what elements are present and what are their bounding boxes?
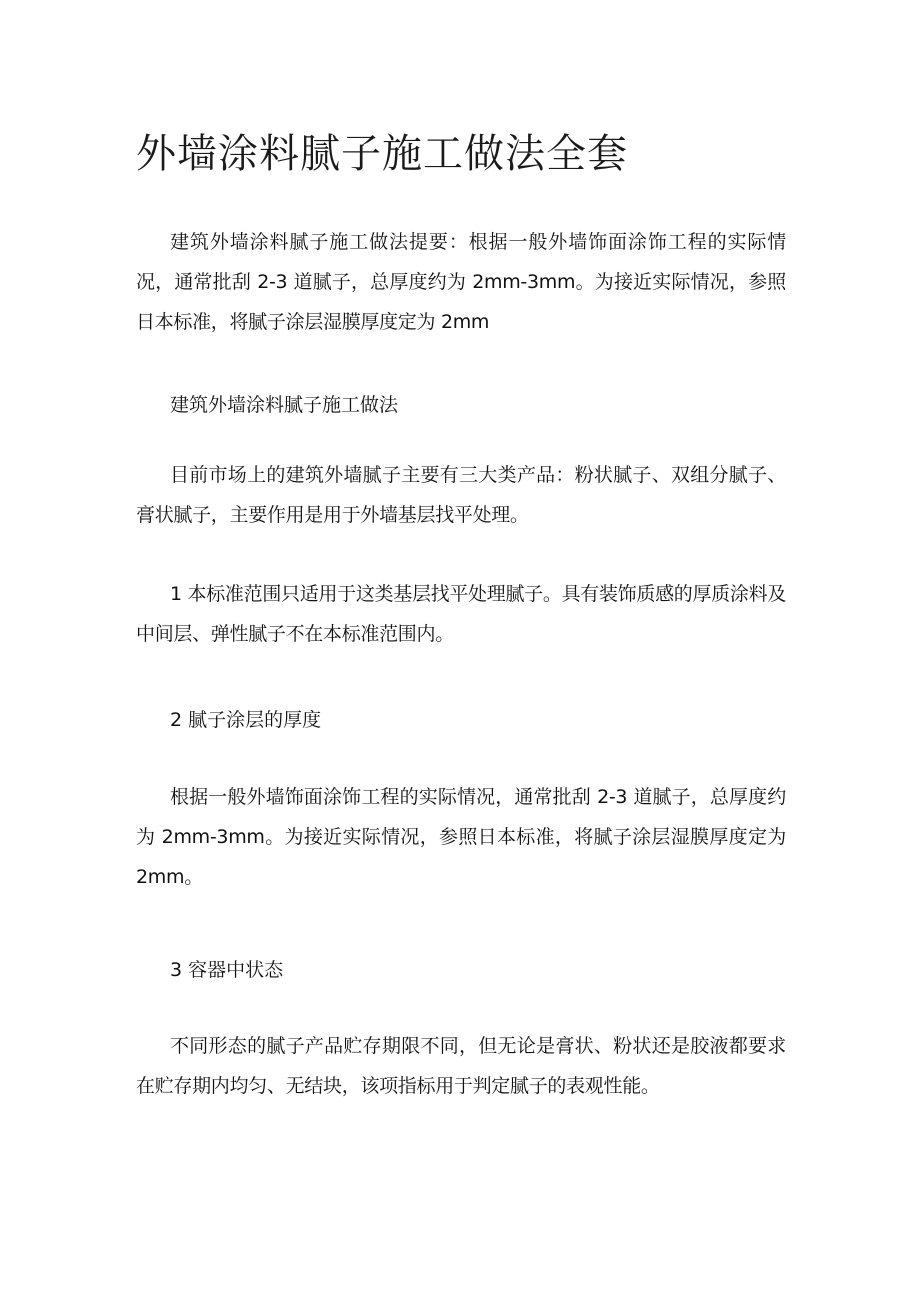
section-heading-container-state: 3 容器中状态: [170, 959, 284, 981]
paragraph-summary: 建筑外墙涂料腻子施工做法提要：根据一般外墙饰面涂饰工程的实际情况，通常批刮 2-3 道腻子，总厚度约为 2mm-3mm。为接近实际情况，参照日本标准，将腻子涂层湿膜厚度定为 2mm: [136, 231, 786, 333]
paragraph-container-state: 不同形态的腻子产品贮存期限不同，但无论是膏状、粉状还是胶液都要求在贮存期内均匀、无结块，该项指标用于判定腻子的表观性能。: [136, 1035, 786, 1097]
paragraph-thickness: 根据一般外墙饰面涂饰工程的实际情况，通常批刮 2-3 道腻子，总厚度约为 2mm-3mm。为接近实际情况，参照日本标准，将腻子涂层湿膜厚度定为 2mm。: [136, 786, 786, 888]
paragraph-scope: 1 本标准范围只适用于这类基层找平处理腻子。具有装饰质感的厚质涂料及中间层、弹性腻子不在本标准范围内。: [136, 583, 786, 645]
paragraph-products: 目前市场上的建筑外墙腻子主要有三大类产品：粉状腻子、双组分腻子、膏状腻子，主要作用是用于外墙基层找平处理。: [136, 464, 786, 526]
section-heading-methods: 建筑外墙涂料腻子施工做法: [170, 394, 399, 416]
document-title: 外墙涂料腻子施工做法全套: [136, 131, 628, 177]
section-heading-thickness: 2 腻子涂层的厚度: [170, 709, 322, 731]
